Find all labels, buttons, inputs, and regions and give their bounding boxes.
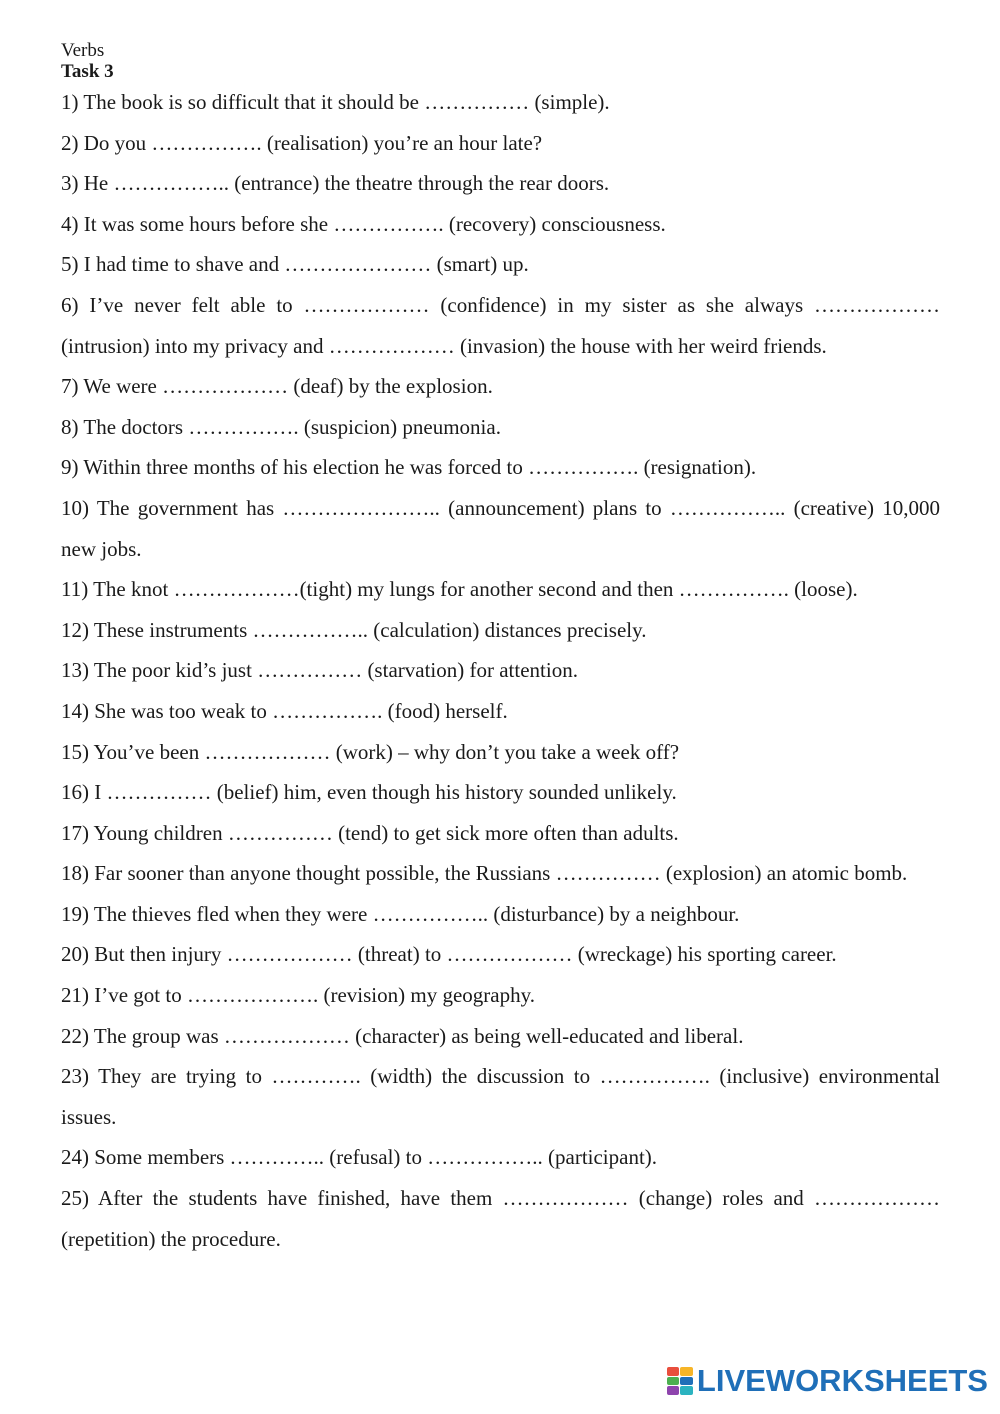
exercise-item: 7) We were ……………… (deaf) by the explosion. bbox=[61, 374, 493, 399]
exercise-item: 15) You’ve been ……………… (work) – why don’t you take a week off? bbox=[61, 739, 680, 764]
exercise-item: 23) They are trying to …………. (width) the discussion to ……………. (inclusive) environmental issues. bbox=[61, 1064, 940, 1129]
exercise-item: 21) I’ve got to ………………. (revision) my geography. bbox=[61, 983, 535, 1008]
exercise-item: 19) The thieves fled when they were …………….. (disturbance) by a neighbour. bbox=[61, 901, 740, 926]
exercise-item: 24) Some members ………….. (refusal) to …………….. (participant). bbox=[61, 1145, 658, 1170]
logo-square bbox=[680, 1377, 693, 1386]
exercise-item: 10) The government has ………………….. (announcement) plans to …………….. (creative) 10,000 new jobs. bbox=[61, 495, 940, 561]
exercise-item: 18) Far sooner than anyone thought possible, the Russians …………… (explosion) an atomic bomb. bbox=[61, 861, 908, 886]
liveworksheets-logo-icon bbox=[667, 1367, 693, 1395]
liveworksheets-logo[interactable] bbox=[667, 1364, 988, 1398]
worksheet-title: Verbs bbox=[61, 40, 105, 61]
exercise-item: 8) The doctors ……………. (suspicion) pneumonia. bbox=[61, 414, 501, 439]
task-heading: Task 3 bbox=[61, 61, 114, 82]
exercise-item: 2) Do you ……………. (realisation) you’re an hour late? bbox=[61, 130, 543, 155]
worksheet-page bbox=[61, 40, 940, 1259]
exercise-item: 13) The poor kid’s just …………… (starvation) for attention. bbox=[61, 658, 578, 683]
exercise-item: 14) She was too weak to ……………. (food) herself. bbox=[61, 698, 508, 723]
exercise-list bbox=[61, 82, 940, 1259]
exercise-item: 3) He …………….. (entrance) the theatre through the rear doors. bbox=[61, 171, 610, 196]
exercise-item: 16) I …………… (belief) him, even though his history sounded unlikely. bbox=[61, 780, 677, 805]
exercise-item: 25) After the students have finished, have them ……………… (change) roles and ……………… (repetition) the procedure. bbox=[61, 1186, 940, 1251]
exercise-item: 6) I’ve never felt able to ……………… (confidence) in my sister as she always ……………… (intrusion) into my privacy and ……………… (invasion) the house with her weird friends. bbox=[61, 292, 940, 358]
exercise-item: 4) It was some hours before she ……………. (recovery) consciousness. bbox=[61, 211, 666, 236]
exercise-item: 1) The book is so difficult that it should be …………… (simple). bbox=[61, 90, 610, 114]
exercise-item: 12) These instruments …………….. (calculation) distances precisely. bbox=[61, 617, 647, 642]
exercise-item: 5) I had time to shave and ………………… (smart) up. bbox=[61, 252, 529, 277]
exercise-item: 9) Within three months of his election he was forced to ……………. (resignation). bbox=[61, 455, 757, 480]
exercise-item: 11) The knot ………………(tight) my lungs for another second and then ……………. (loose). bbox=[61, 577, 858, 602]
logo-square bbox=[667, 1377, 680, 1386]
exercise-item: 17) Young children …………… (tend) to get sick more often than adults. bbox=[61, 820, 679, 845]
exercise-item: 20) But then injury ……………… (threat) to ……………… (wreckage) his sporting career. bbox=[61, 942, 837, 967]
logo-square bbox=[667, 1386, 680, 1395]
logo-square bbox=[680, 1367, 693, 1376]
logo-square bbox=[667, 1367, 680, 1376]
logo-square bbox=[680, 1386, 693, 1395]
exercise-item: 22) The group was ……………… (character) as being well-educated and liberal. bbox=[61, 1023, 744, 1048]
liveworksheets-logo-text: LIVEWORKSHEETS bbox=[696, 1363, 988, 1398]
